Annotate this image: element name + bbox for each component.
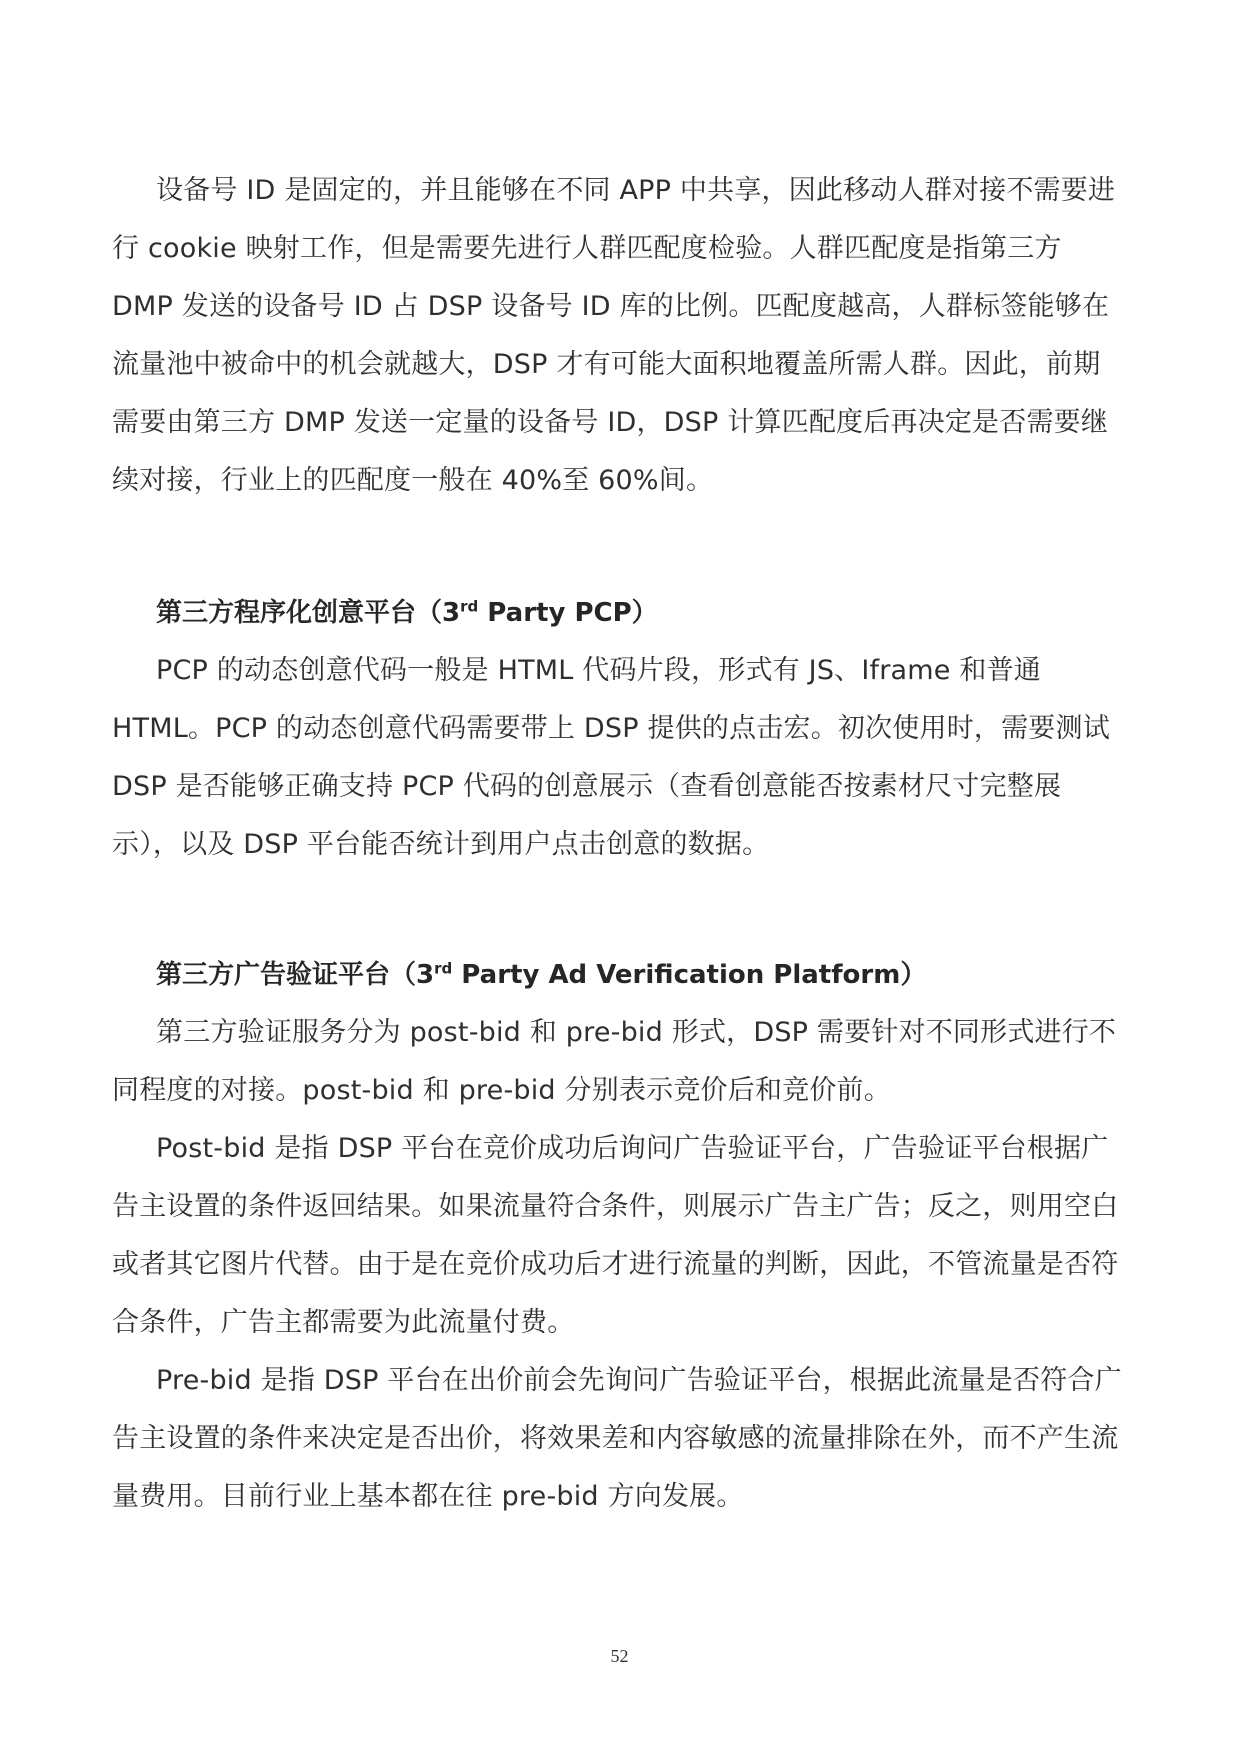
page-content — [112, 162, 1124, 1526]
section-title-prefix: 第三方广告验证平台（3 — [156, 960, 435, 990]
section-title-prefix: 第三方程序化创意平台（3 — [156, 598, 461, 628]
pre-bid-paragraph: Pre-bid 是指 DSP 平台在出价前会先询问广告验证平台，根据此流量是否符合广告主设置的条件来决定是否出价，将效果差和内容敏感的流量排除在外，而不产生流量费用。目前行业上基本都在往 pre-bid 方向发展。 — [112, 1365, 1122, 1512]
pcp-section — [112, 584, 1124, 874]
section-title-suffix: Party Ad Verification Platform） — [452, 960, 927, 990]
section-title-ad-verification — [112, 946, 1124, 1004]
verification-overview-paragraph: 第三方验证服务分为 post-bid 和 pre-bid 形式，DSP 需要针对不同形式进行不同程度的对接。post-bid 和 pre-bid 分别表示竞价后和竞价前。 — [112, 1017, 1117, 1106]
ad-verification-section — [112, 946, 1124, 1526]
page-number: 52 — [610, 1646, 629, 1666]
pcp-paragraph: PCP 的动态创意代码一般是 HTML 代码片段，形式有 JS、Iframe 和普通 HTML。PCP 的动态创意代码需要带上 DSP 提供的点击宏。初次使用时，需要测试 DSP 是否能够正确支持 PCP 代码的创意展示（查看创意能否按素材尺寸完整展示），以及 DSP 平台能否统计到用户点击创意的数据。 — [112, 655, 1110, 860]
ordinal-superscript: rd — [434, 959, 453, 978]
post-bid-paragraph: Post-bid 是指 DSP 平台在竞价成功后询问广告验证平台，广告验证平台根据广告主设置的条件返回结果。如果流量符合条件，则展示广告主广告；反之，则用空白或者其它图片代替。由于是在竞价成功后才进行流量的判断，因此，不管流量是否符合条件，广告主都需要为此流量付费。 — [112, 1133, 1119, 1338]
section-title-pcp — [112, 584, 1124, 642]
intro-paragraph: 设备号 ID 是固定的，并且能够在不同 APP 中共享，因此移动人群对接不需要进行 cookie 映射工作，但是需要先进行人群匹配度检验。人群匹配度是指第三方 DMP 发送的设备号 ID 占 DSP 设备号 ID 库的比例。匹配度越高，人群标签能够在流量池中被命中的机会就越大，DSP 才有可能大面积地覆盖所需人群。因此，前期需要由第三方 DMP 发送一定量的设备号 ID，DSP 计算匹配度后再决定是否需要继续对接，行业上的匹配度一般在 40%至 60%间。 — [112, 175, 1116, 496]
ordinal-superscript: rd — [460, 597, 479, 616]
section-title-suffix: Party PCP） — [478, 598, 658, 628]
